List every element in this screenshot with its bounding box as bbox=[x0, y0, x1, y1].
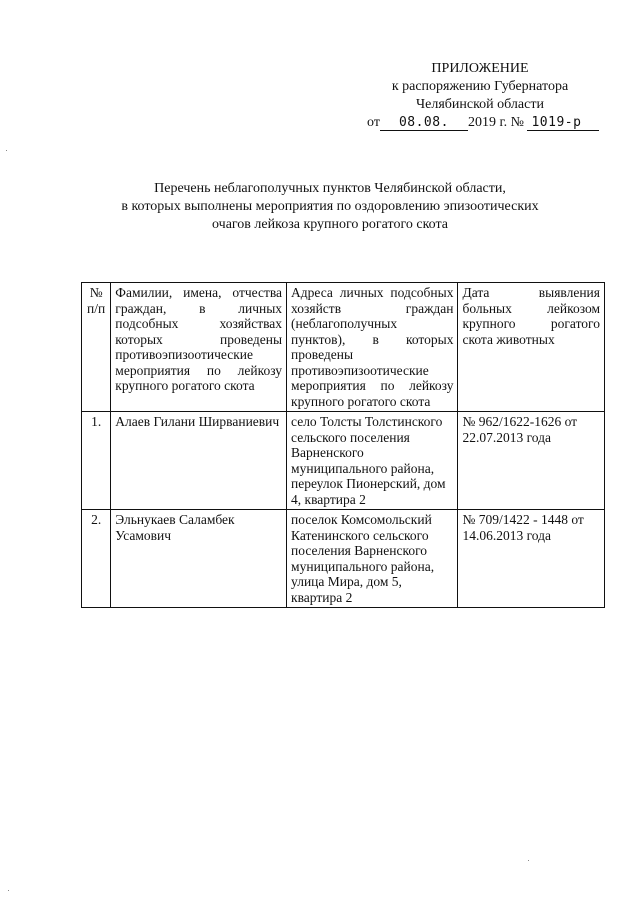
from-label: от bbox=[367, 115, 380, 130]
document-title bbox=[90, 180, 570, 234]
appendix-line2: Челябинской области bbox=[416, 97, 544, 112]
row-address: поселок Комсомольский Катенинского сельского поселения Варненского муниципального района, улица Мира, дом 5, квартира 2 bbox=[287, 510, 458, 608]
order-year: 2019 г. № bbox=[467, 115, 524, 130]
header-name: Фамилии, имена, отчества граждан, в личных подсобных хозяйствах которых проведены противоэпизоотические мероприятия по лейкозу крупного рогатого скота bbox=[111, 283, 287, 412]
row-address: село Толсты Толстинского сельского поселения Варненского муниципального района, переулок Пионерский, дом 4, квартира 2 bbox=[287, 412, 458, 510]
appendix-header bbox=[360, 60, 600, 132]
farms-table bbox=[81, 282, 605, 608]
table-header-row bbox=[82, 283, 605, 412]
order-date: 08.08. bbox=[380, 115, 468, 131]
scan-speck bbox=[528, 860, 529, 861]
header-num: № п/п bbox=[82, 283, 111, 412]
table-row bbox=[82, 510, 605, 608]
title-line3: очагов лейкоза крупного рогатого скота bbox=[212, 217, 448, 232]
row-name: Алаев Гилани Ширваниевич bbox=[111, 412, 287, 510]
order-number: 1019-р bbox=[527, 115, 599, 131]
row-date: № 709/1422 - 1448 от 14.06.2013 года bbox=[458, 510, 605, 608]
row-date: № 962/1622-1626 от 22.07.2013 года bbox=[458, 412, 605, 510]
header-address: Адреса личных подсобных хозяйств граждан (неблагополучных пунктов), в которых проведены противоэпизоотические мероприятия по лейкозу крупного рогатого скота bbox=[287, 283, 458, 412]
table-row bbox=[82, 412, 605, 510]
row-num: 1. bbox=[82, 412, 111, 510]
appendix-title: ПРИЛОЖЕНИЕ bbox=[431, 61, 529, 76]
scan-speck bbox=[8, 890, 9, 891]
appendix-line1: к распоряжению Губернатора bbox=[391, 79, 569, 94]
row-num: 2. bbox=[82, 510, 111, 608]
header-date: Дата выявления больных лейкозом крупного рогатого скота животных bbox=[458, 283, 605, 412]
title-line1: Перечень неблагополучных пунктов Челябинской области, bbox=[154, 181, 506, 196]
title-line2: в которых выполнены мероприятия по оздоровлению эпизоотических bbox=[121, 199, 539, 214]
order-line bbox=[367, 114, 600, 132]
row-name: Эльнукаев Саламбек Усамович bbox=[111, 510, 287, 608]
scan-speck bbox=[6, 150, 7, 151]
